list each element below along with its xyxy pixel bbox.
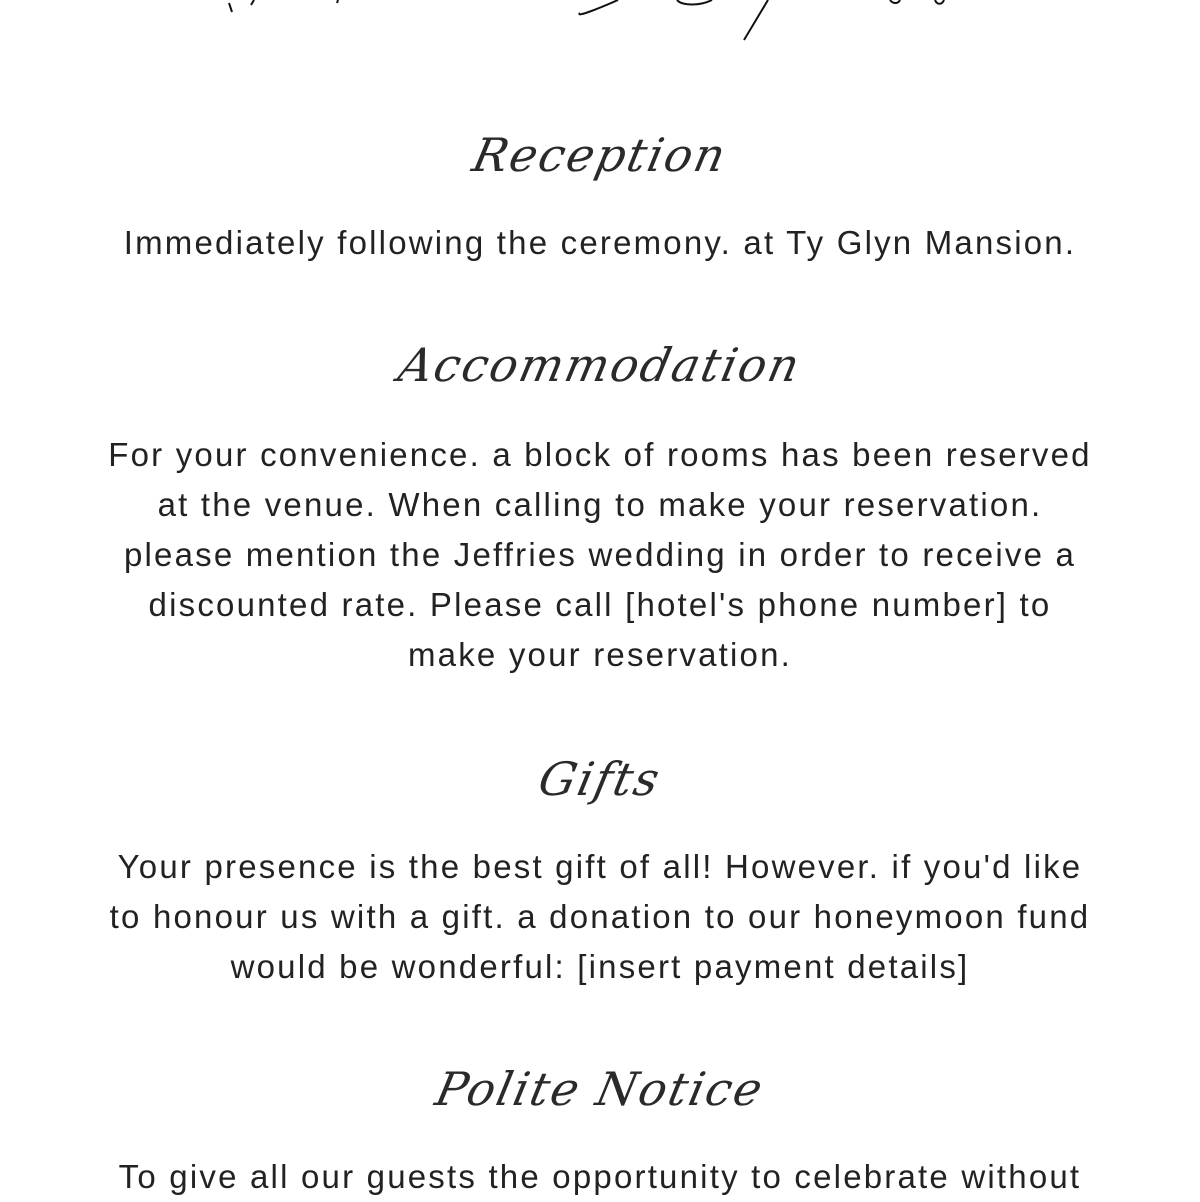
section-body: To give all our guests the opportunity to celebrate without bbox=[118, 1158, 1082, 1195]
section-body: For your convenience. a block of rooms has been reserved at the venue. When calling to make your reservation. please mention the Jeffries wedding in order to receive a discounted rate. Please call [hotel's phone number] to make your reservation. bbox=[108, 436, 1092, 673]
section-heading: Accommodation bbox=[393, 338, 807, 392]
section-body: Your presence is the best gift of all! However. if you'd like to honour us with a gift. a donation to our honeymoon fund would be wonderful: [insert payment details] bbox=[109, 848, 1091, 985]
section-heading: Polite Notice bbox=[430, 1062, 770, 1116]
section-heading: Gifts bbox=[533, 752, 667, 806]
section-heading: Reception bbox=[467, 128, 733, 182]
script-title-fragment bbox=[0, 0, 1200, 50]
section-body: Immediately following the ceremony. at Ty Glyn Mansion. bbox=[123, 224, 1077, 261]
